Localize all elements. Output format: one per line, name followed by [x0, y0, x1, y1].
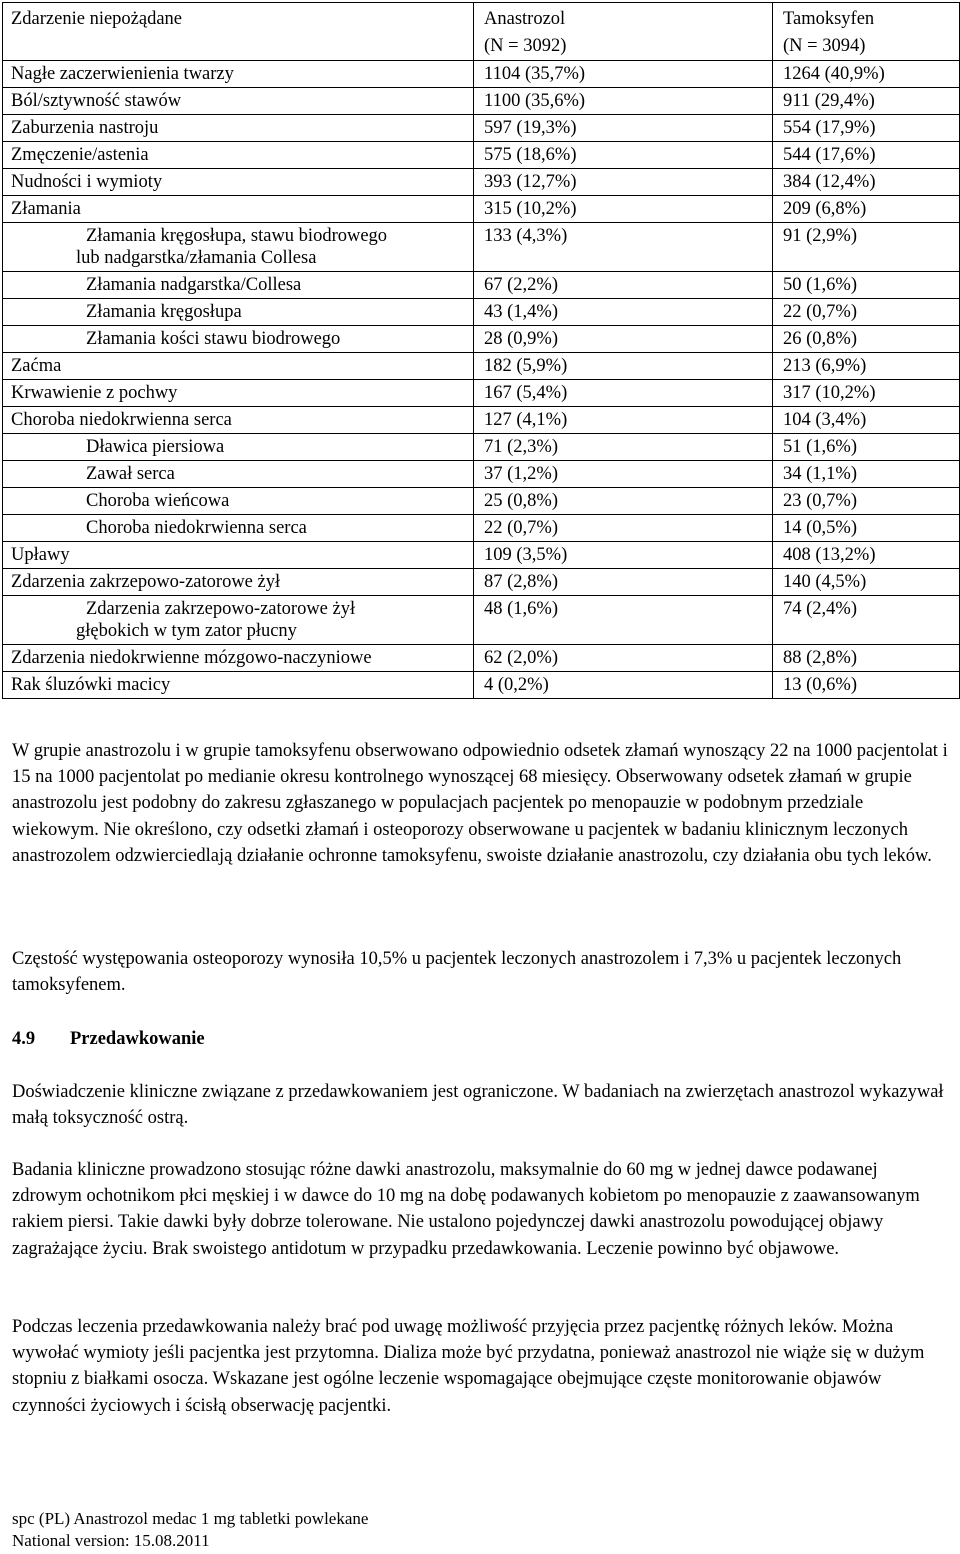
- paragraph-overdose-experience: Doświadczenie kliniczne związane z przedawkowaniem jest ograniczone. W badaniach na zwierzętach anastrozol wykazywał małą toksyczność ostrą.: [12, 1082, 944, 1129]
- paragraph-overdose-treatment: Podczas leczenia przedawkowania należy brać pod uwagę możliwość przyjęcia przez pacjentkę różnych leków. Można wywołać wymioty jeśli pacjentka jest przytomna. Dializa może być przydatna, ponieważ anastrozol nie wiąże się w dużym stopniu z białkami osocza. Wskazane jest ogólne leczenie wspomagające obejmujące częste monitorowanie objawów czynności życiowych i ścisłą obserwację pacjentki.: [12, 1317, 925, 1416]
- table-row: [3, 223, 960, 272]
- row-label: Dławica piersiowa: [86, 437, 225, 457]
- table-row: [3, 380, 960, 407]
- row-tamoksyfen: 91 (2,9%): [783, 226, 857, 246]
- row-tamoksyfen: 51 (1,6%): [783, 437, 857, 457]
- table-row: [3, 353, 960, 380]
- section-heading: [12, 1026, 205, 1052]
- row-label: Zawał serca: [86, 464, 175, 484]
- row-label: Ból/sztywność stawów: [11, 91, 182, 111]
- row-anastrozol: 71 (2,3%): [484, 437, 558, 457]
- row-label: Zaburzenia nastroju: [11, 118, 159, 138]
- header-event-label: Zdarzenie niepożądane: [11, 9, 183, 29]
- row-tamoksyfen: 23 (0,7%): [783, 491, 857, 511]
- table-header-row: [3, 3, 960, 61]
- page-footer: [12, 1508, 368, 1552]
- header-anastrozol: [474, 3, 773, 61]
- table-row: [3, 142, 960, 169]
- table-row: [3, 645, 960, 672]
- row-anastrozol: 43 (1,4%): [484, 302, 558, 322]
- row-label: Choroba niedokrwienna serca: [11, 410, 232, 430]
- row-tamoksyfen: 544 (17,6%): [783, 145, 876, 165]
- row-label: Nagłe zaczerwienienia twarzy: [11, 64, 234, 84]
- row-tamoksyfen: 911 (29,4%): [783, 91, 875, 111]
- row-anastrozol: 127 (4,1%): [484, 410, 568, 430]
- row-label-continued: lub nadgarstka/złamania Collesa: [76, 248, 317, 268]
- row-label: Złamania kręgosłupa: [86, 302, 242, 322]
- table-row: [3, 569, 960, 596]
- paragraph-clinical-trials: Badania kliniczne prowadzono stosując różne dawki anastrozolu, maksymalnie do 60 mg w jednej dawce podawanej zdrowym ochotnikom płci męskiej i w dawce do 10 mg na dobę podawanych kobietom po menopauzie z zaawansowanym rakiem piersi. Takie dawki były dobrze tolerowane. Nie ustalono pojedynczej dawki anastrozolu powodującej objawy zagrażające życiu. Brak swoistego antidotum w przypadku przedawkowania. Leczenie powinno być objawowe.: [12, 1160, 920, 1259]
- row-anastrozol: 28 (0,9%): [484, 329, 558, 349]
- row-label: Zdarzenia zakrzepowo-zatorowe żył: [86, 599, 356, 619]
- adverse-events-table: [2, 2, 960, 699]
- row-label: Rak śluzówki macicy: [11, 675, 171, 695]
- row-anastrozol: 48 (1,6%): [484, 599, 558, 619]
- row-anastrozol: 1104 (35,7%): [484, 64, 586, 84]
- table-row: [3, 488, 960, 515]
- table-row: [3, 326, 960, 353]
- row-tamoksyfen: 213 (6,9%): [783, 356, 867, 376]
- row-label: Złamania nadgarstka/Collesa: [86, 275, 302, 295]
- table-row: [3, 272, 960, 299]
- header-tamoksyfen-n: (N = 3094): [783, 36, 866, 56]
- paragraph-fractures: W grupie anastrozolu i w grupie tamoksyfenu obserwowano odpowiednio odsetek złamań wynoszący 22 na 1000 pacjentolat i 15 na 1000 pacjentolat po medianie okresu kontrolnego wynoszącej 68 miesięcy. Obserwowany odsetek złamań w grupie anastrozolu jest podobny do zakresu zgłaszanego w populacjach pacjentek po menopauzie w podobnym przedziale wiekowym. Nie określono, czy odsetki złamań i osteoporozy obserwowane u pacjentek w badaniu klinicznym leczonych anastrozolem odzwierciedlają działanie ochronne tamoksyfenu, swoiste działanie anastrozolu, czy działania obu tych leków.: [12, 741, 948, 866]
- row-tamoksyfen: 554 (17,9%): [783, 118, 876, 138]
- row-anastrozol: 25 (0,8%): [484, 491, 558, 511]
- footer-version: National version: 15.08.2011: [12, 1531, 210, 1550]
- row-anastrozol: 87 (2,8%): [484, 572, 558, 592]
- row-tamoksyfen: 74 (2,4%): [783, 599, 857, 619]
- table-row: [3, 407, 960, 434]
- table-row: [3, 672, 960, 699]
- section-number: 4.9: [12, 1029, 36, 1049]
- row-label-continued: głębokich w tym zator płucny: [76, 621, 297, 641]
- row-anastrozol: 182 (5,9%): [484, 356, 568, 376]
- table-row: [3, 596, 960, 645]
- table-row: [3, 196, 960, 223]
- row-tamoksyfen: 1264 (40,9%): [783, 64, 885, 84]
- row-tamoksyfen: 34 (1,1%): [783, 464, 857, 484]
- row-anastrozol: 62 (2,0%): [484, 648, 558, 668]
- row-anastrozol: 315 (10,2%): [484, 199, 577, 219]
- row-tamoksyfen: 140 (4,5%): [783, 572, 867, 592]
- row-label: Zdarzenia niedokrwienne mózgowo-naczyniowe: [11, 648, 372, 668]
- row-anastrozol: 1100 (35,6%): [484, 91, 586, 111]
- row-anastrozol: 4 (0,2%): [484, 675, 549, 695]
- row-tamoksyfen: 14 (0,5%): [783, 518, 857, 538]
- table-row: [3, 461, 960, 488]
- row-label: Zdarzenia zakrzepowo-zatorowe żył: [11, 572, 281, 592]
- row-anastrozol: 167 (5,4%): [484, 383, 568, 403]
- table-row: [3, 515, 960, 542]
- header-event: [3, 3, 474, 61]
- header-anastrozol-n: (N = 3092): [484, 36, 567, 56]
- footer-product: spc (PL) Anastrozol medac 1 mg tabletki powlekane: [12, 1509, 369, 1528]
- row-tamoksyfen: 50 (1,6%): [783, 275, 857, 295]
- row-label: Krwawienie z pochwy: [11, 383, 178, 403]
- table-row: [3, 61, 960, 88]
- row-label: Nudności i wymioty: [11, 172, 163, 192]
- row-label: Zmęczenie/astenia: [11, 145, 149, 165]
- row-tamoksyfen: 209 (6,8%): [783, 199, 867, 219]
- section-title: Przedawkowanie: [70, 1029, 205, 1049]
- row-label: Choroba wieńcowa: [86, 491, 230, 511]
- row-label: Upławy: [11, 545, 70, 565]
- row-anastrozol: 22 (0,7%): [484, 518, 558, 538]
- table-row: [3, 299, 960, 326]
- row-tamoksyfen: 26 (0,8%): [783, 329, 857, 349]
- header-tamoksyfen: [773, 3, 960, 61]
- row-tamoksyfen: 384 (12,4%): [783, 172, 876, 192]
- table-row: [3, 542, 960, 569]
- table-row: [3, 88, 960, 115]
- row-tamoksyfen: 408 (13,2%): [783, 545, 876, 565]
- row-label: Złamania: [11, 199, 81, 219]
- row-anastrozol: 109 (3,5%): [484, 545, 568, 565]
- row-anastrozol: 133 (4,3%): [484, 226, 568, 246]
- row-anastrozol: 575 (18,6%): [484, 145, 577, 165]
- row-anastrozol: 393 (12,7%): [484, 172, 577, 192]
- header-anastrozol-name: Anastrozol: [484, 9, 566, 29]
- row-anastrozol: 597 (19,3%): [484, 118, 577, 138]
- row-label: Zaćma: [11, 356, 62, 376]
- row-tamoksyfen: 317 (10,2%): [783, 383, 876, 403]
- row-anastrozol: 67 (2,2%): [484, 275, 558, 295]
- row-label: Choroba niedokrwienna serca: [86, 518, 307, 538]
- table-row: [3, 169, 960, 196]
- table-row: [3, 115, 960, 142]
- row-tamoksyfen: 13 (0,6%): [783, 675, 857, 695]
- paragraph-osteoporosis: Częstość występowania osteoporozy wynosiła 10,5% u pacjentek leczonych anastrozolem i 7,3% u pacjentek leczonych tamoksyfenem.: [12, 949, 902, 996]
- row-label: Złamania kości stawu biodrowego: [86, 329, 341, 349]
- table-row: [3, 434, 960, 461]
- row-tamoksyfen: 104 (3,4%): [783, 410, 867, 430]
- row-tamoksyfen: 22 (0,7%): [783, 302, 857, 322]
- row-anastrozol: 37 (1,2%): [484, 464, 558, 484]
- header-tamoksyfen-name: Tamoksyfen: [783, 9, 875, 29]
- row-tamoksyfen: 88 (2,8%): [783, 648, 857, 668]
- row-label: Złamania kręgosłupa, stawu biodrowego: [86, 226, 388, 246]
